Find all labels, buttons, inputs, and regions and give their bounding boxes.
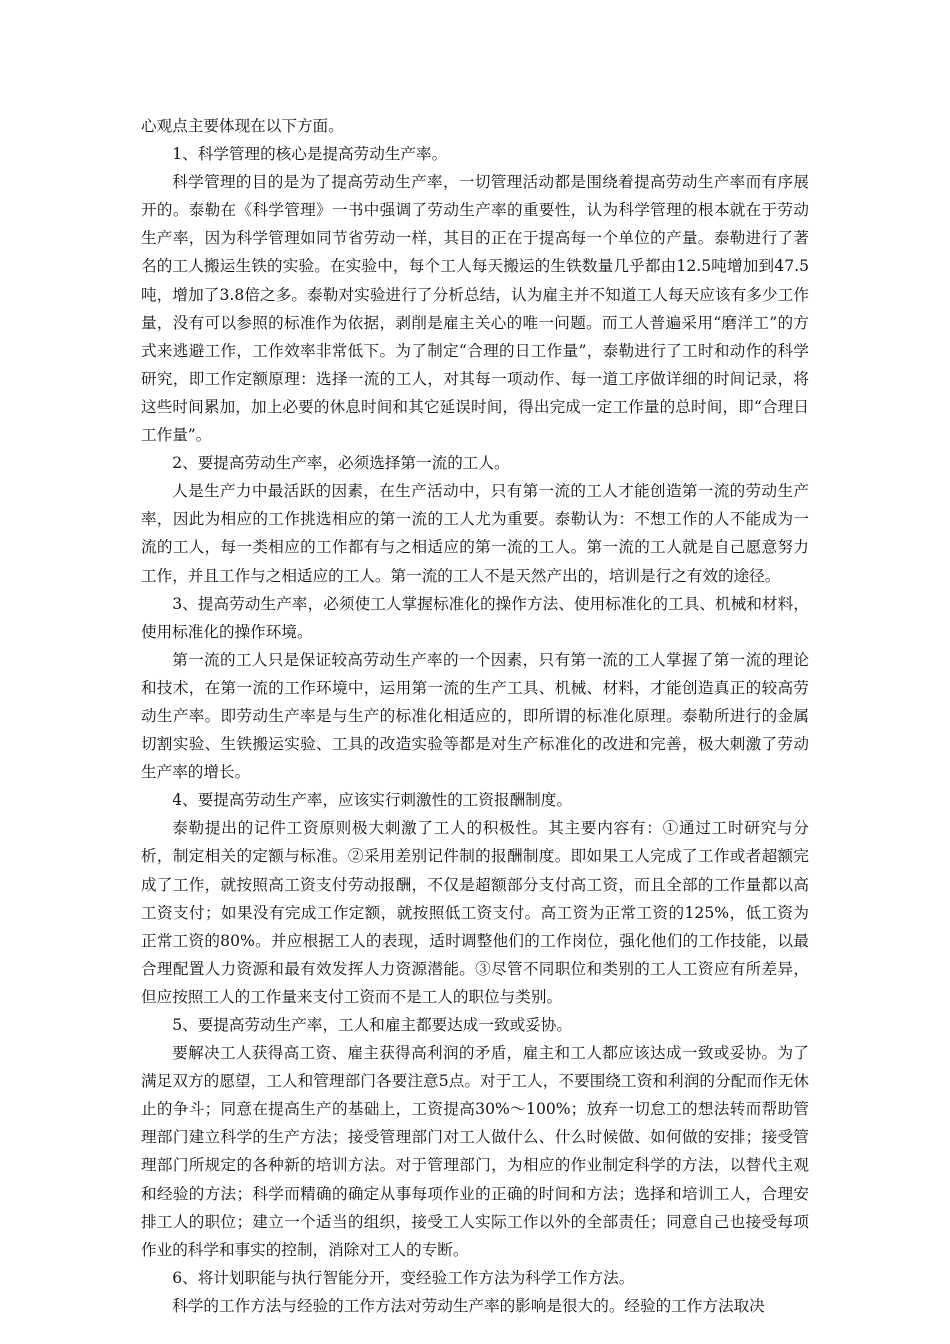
section-2-body: 人是生产力中最活跃的因素，在生产活动中，只有第一流的工人才能创造第一流的劳动生产率，因此为相应的工作挑选相应的第一流的工人尤为重要。泰勒认为：不想工作的人不能成为一流的工人，每一类相应的工作都有与之相适应的第一流的工人。第一流的工人就是自己愿意努力工作，并且工作与之相适应的工人。第一流的工人不是天然产出的，培训是行之有效的途径。 bbox=[141, 482, 809, 585]
section-2-heading: 2、要提高劳动生产率，必须选择第一流的工人。 bbox=[172, 454, 510, 473]
intro-paragraph: 心观点主要体现在以下方面。 bbox=[141, 117, 344, 135]
section-4-body: 泰勒提出的记件工资原则极大刺激了工人的积极性。其主要内容有：①通过工时研究与分析，制定相关的定额与标准。②采用差别记件制的报酬制度。即如果工人完成了工作或者超额完成了工作，就按照高工资支付劳动报酬，不仅是超额部分支付高工资，而且全部的工作量都以高工资支付；如果没有完成工作定额，就按照低工资支付。高工资为正常工资的125%，低工资为正常工资的80%。并应根据工人的表现，适时调整他们的工作岗位，强化他们的工作技能，以最合理配置人力资源和最有效发挥人力资源潜能。③尽管不同职位和类别的工人工资应有所差异，但应按照工人的工作量来支付工资而不是工人的职位与类别。 bbox=[141, 819, 809, 1006]
document-page bbox=[141, 112, 809, 1320]
section-6-body: 科学的工作方法与经验的工作方法对劳动生产率的影响是很大的。经验的工作方法取决 bbox=[172, 1296, 765, 1315]
section-1-heading: 1、科学管理的核心是提高劳动生产率。 bbox=[172, 145, 448, 164]
section-5-body: 要解决工人获得高工资、雇主获得高利润的矛盾，雇主和工人都应该达成一致或妥协。为了满足双方的愿望，工人和管理部门各要注意5点。对于工人，不要围绕工资和利润的分配而作无休止的争斗；同意在提高生产的基础上，工资提高30%～100%；放弃一切怠工的想法转而帮助管理部门建立科学的生产方法；接受管理部门对工人做什么、什么时候做、如何做的安排；接受管理部门所规定的各种新的培训方法。对于管理部门，为相应的作业制定科学的方法，以替代主观和经验的方法；科学而精确的确定从事每项作业的正确的时间和方法；选择和培训工人，合理安排工人的职位；建立一个适当的组织，接受工人实际工作以外的全部责任；同意自己也接受每项作业的科学和事实的控制，消除对工人的专断。 bbox=[141, 1044, 809, 1259]
section-5-heading: 5、要提高劳动生产率，工人和雇主都要达成一致或妥协。 bbox=[172, 1016, 572, 1034]
section-3-heading: 3、提高劳动生产率，必须使工人掌握标准化的操作方法、使用标准化的工具、机械和材料，使用标准化的操作环境。 bbox=[141, 594, 809, 641]
section-3-body: 第一流的工人只是保证较高劳动生产率的一个因素，只有第一流的工人掌握了第一流的理论和技术，在第一流的工作环境中，运用第一流的生产工具、机械、材料，才能创造真正的较高劳动生产率。即劳动生产率是与生产的标准化相适应的，即所谓的标准化原理。泰勒所进行的金属切割实验、生铁搬运实验、工具的改造实验等都是对生产标准化的改进和完善，极大刺激了劳动生产率的增长。 bbox=[141, 650, 809, 782]
section-1-body: 科学管理的目的是为了提高劳动生产率，一切管理活动都是围绕着提高劳动生产率而有序展开的。泰勒在《科学管理》一书中强调了劳动生产率的重要性，认为科学管理的根本就在于劳动生产率，因为科学管理如同节省劳动一样，其目的正在于提高每一个单位的产量。泰勒进行了著名的工人搬运生铁的实验。在实验中，每个工人每天搬运的生铁数量几乎都由12.5吨增加到47.5吨，增加了3.8倍之多。泰勒对实验进行了分析总结，认为雇主并不知道工人每天应该有多少工作量，没有可以参照的标准作为依据，剥削是雇主关心的唯一问题。而工人普遍采用“磨洋工”的方式来逃避工作，工作效率非常低下。为了制定“合理的日工作量”，泰勒进行了工时和动作的科学研究，即工作定额原理：选择一流的工人，对其每一项动作、每一道工序做详细的时间记录，将这些时间累加，加上必要的休息时间和其它延误时间，得出完成一定工作量的总时间，即“合理日工作量”。 bbox=[141, 173, 809, 445]
section-4-heading: 4、要提高劳动生产率，应该实行刺激性的工资报酬制度。 bbox=[172, 791, 572, 810]
section-6-heading: 6、将计划职能与执行智能分开，变经验工作方法为科学工作方法。 bbox=[172, 1268, 635, 1287]
